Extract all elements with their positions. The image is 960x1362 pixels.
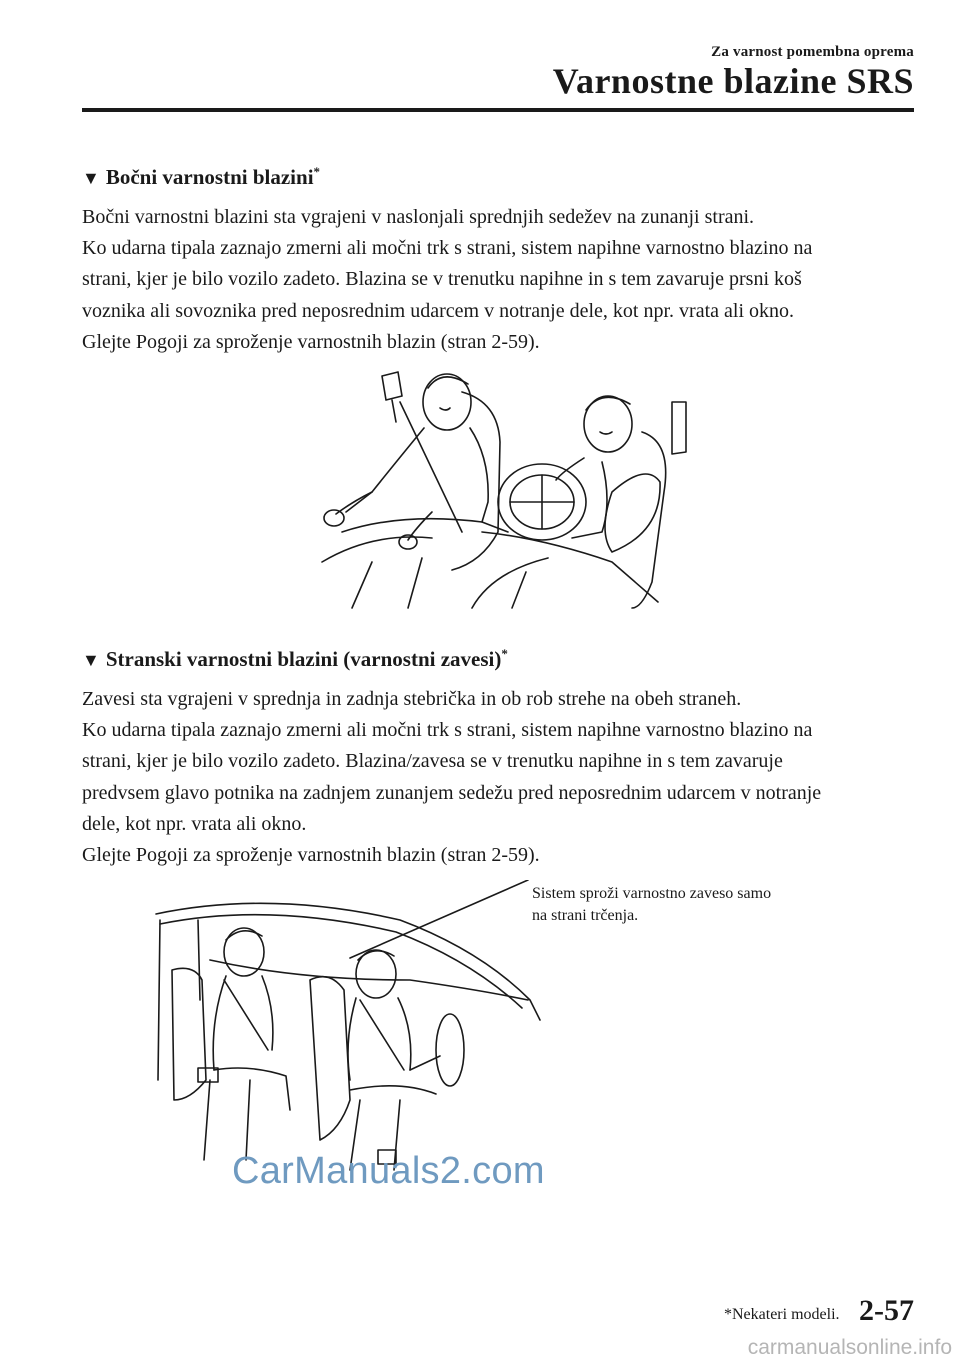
body-line: voznika ali sovoznika pred neposrednim udarcem v notranje dele, kot npr. vrata ali okno. (82, 299, 795, 322)
section-body-side-airbags (82, 202, 922, 358)
site-watermark: carmanualsonline.info (747, 1336, 952, 1359)
page-number: 2-57 (859, 1294, 914, 1327)
body-line: strani, kjer je bilo vozilo zadeto. Blazina se v trenutku napihne in s tem zavaruje prsni koš (82, 268, 802, 291)
section-heading-side-airbags (82, 164, 320, 190)
footnote-mark: * (501, 646, 508, 661)
side-airbag-illustration (312, 362, 696, 610)
body-line: predvsem glavo potnika na zadnjem zunanjem sedežu pred neposrednim udarcem v notranje (82, 781, 822, 804)
header-divider (82, 108, 914, 112)
body-line: Ko udarna tipala zaznajo zmerni ali močni trk s strani, sistem napihne varnostno blazino na (82, 237, 813, 260)
body-line: Glejte Pogoji za sproženje varnostnih blazin (stran 2-59). (82, 844, 540, 867)
callout-line: na strani trčenja. (532, 907, 639, 924)
triangle-marker-icon: ▼ (82, 650, 100, 670)
section-heading-curtain-airbags (82, 646, 508, 672)
section-body-curtain-airbags (82, 684, 922, 871)
figure-callout (532, 883, 771, 927)
body-line: strani, kjer je bilo vozilo zadeto. Blazina/zavesa se v trenutku napihne in s tem zavaruje (82, 750, 783, 773)
body-line: Bočni varnostni blazini sta vgrajeni v naslonjali sprednjih sedežev na zunanji strani. (82, 206, 755, 228)
callout-line: Sistem sproži varnostno zaveso samo (532, 885, 772, 902)
section-heading-text: Bočni varnostni blazini (105, 165, 314, 189)
body-line: Ko udarna tipala zaznajo zmerni ali močni trk s strani, sistem napihne varnostno blazino na (82, 719, 813, 742)
body-line: dele, kot npr. vrata ali okno. (82, 812, 307, 835)
body-line: Zavesi sta vgrajeni v sprednja in zadnja stebrička in ob rob strehe na obeh straneh. (82, 688, 742, 710)
section-heading-text: Stranski varnostni blazini (varnostni zavesi) (105, 647, 502, 671)
triangle-marker-icon: ▼ (82, 168, 100, 188)
page-title: Varnostne blazine SRS (552, 61, 914, 101)
watermark-logo: CarManuals2.com (232, 1150, 545, 1192)
body-line: Glejte Pogoji za sproženje varnostnih blazin (stran 2-59). (82, 330, 540, 353)
footnote-models: *Nekateri modeli. (724, 1306, 840, 1323)
running-header-section: Za varnost pomembna oprema (711, 44, 914, 60)
footnote-mark: * (313, 164, 321, 179)
curtain-airbag-illustration (150, 880, 550, 1180)
